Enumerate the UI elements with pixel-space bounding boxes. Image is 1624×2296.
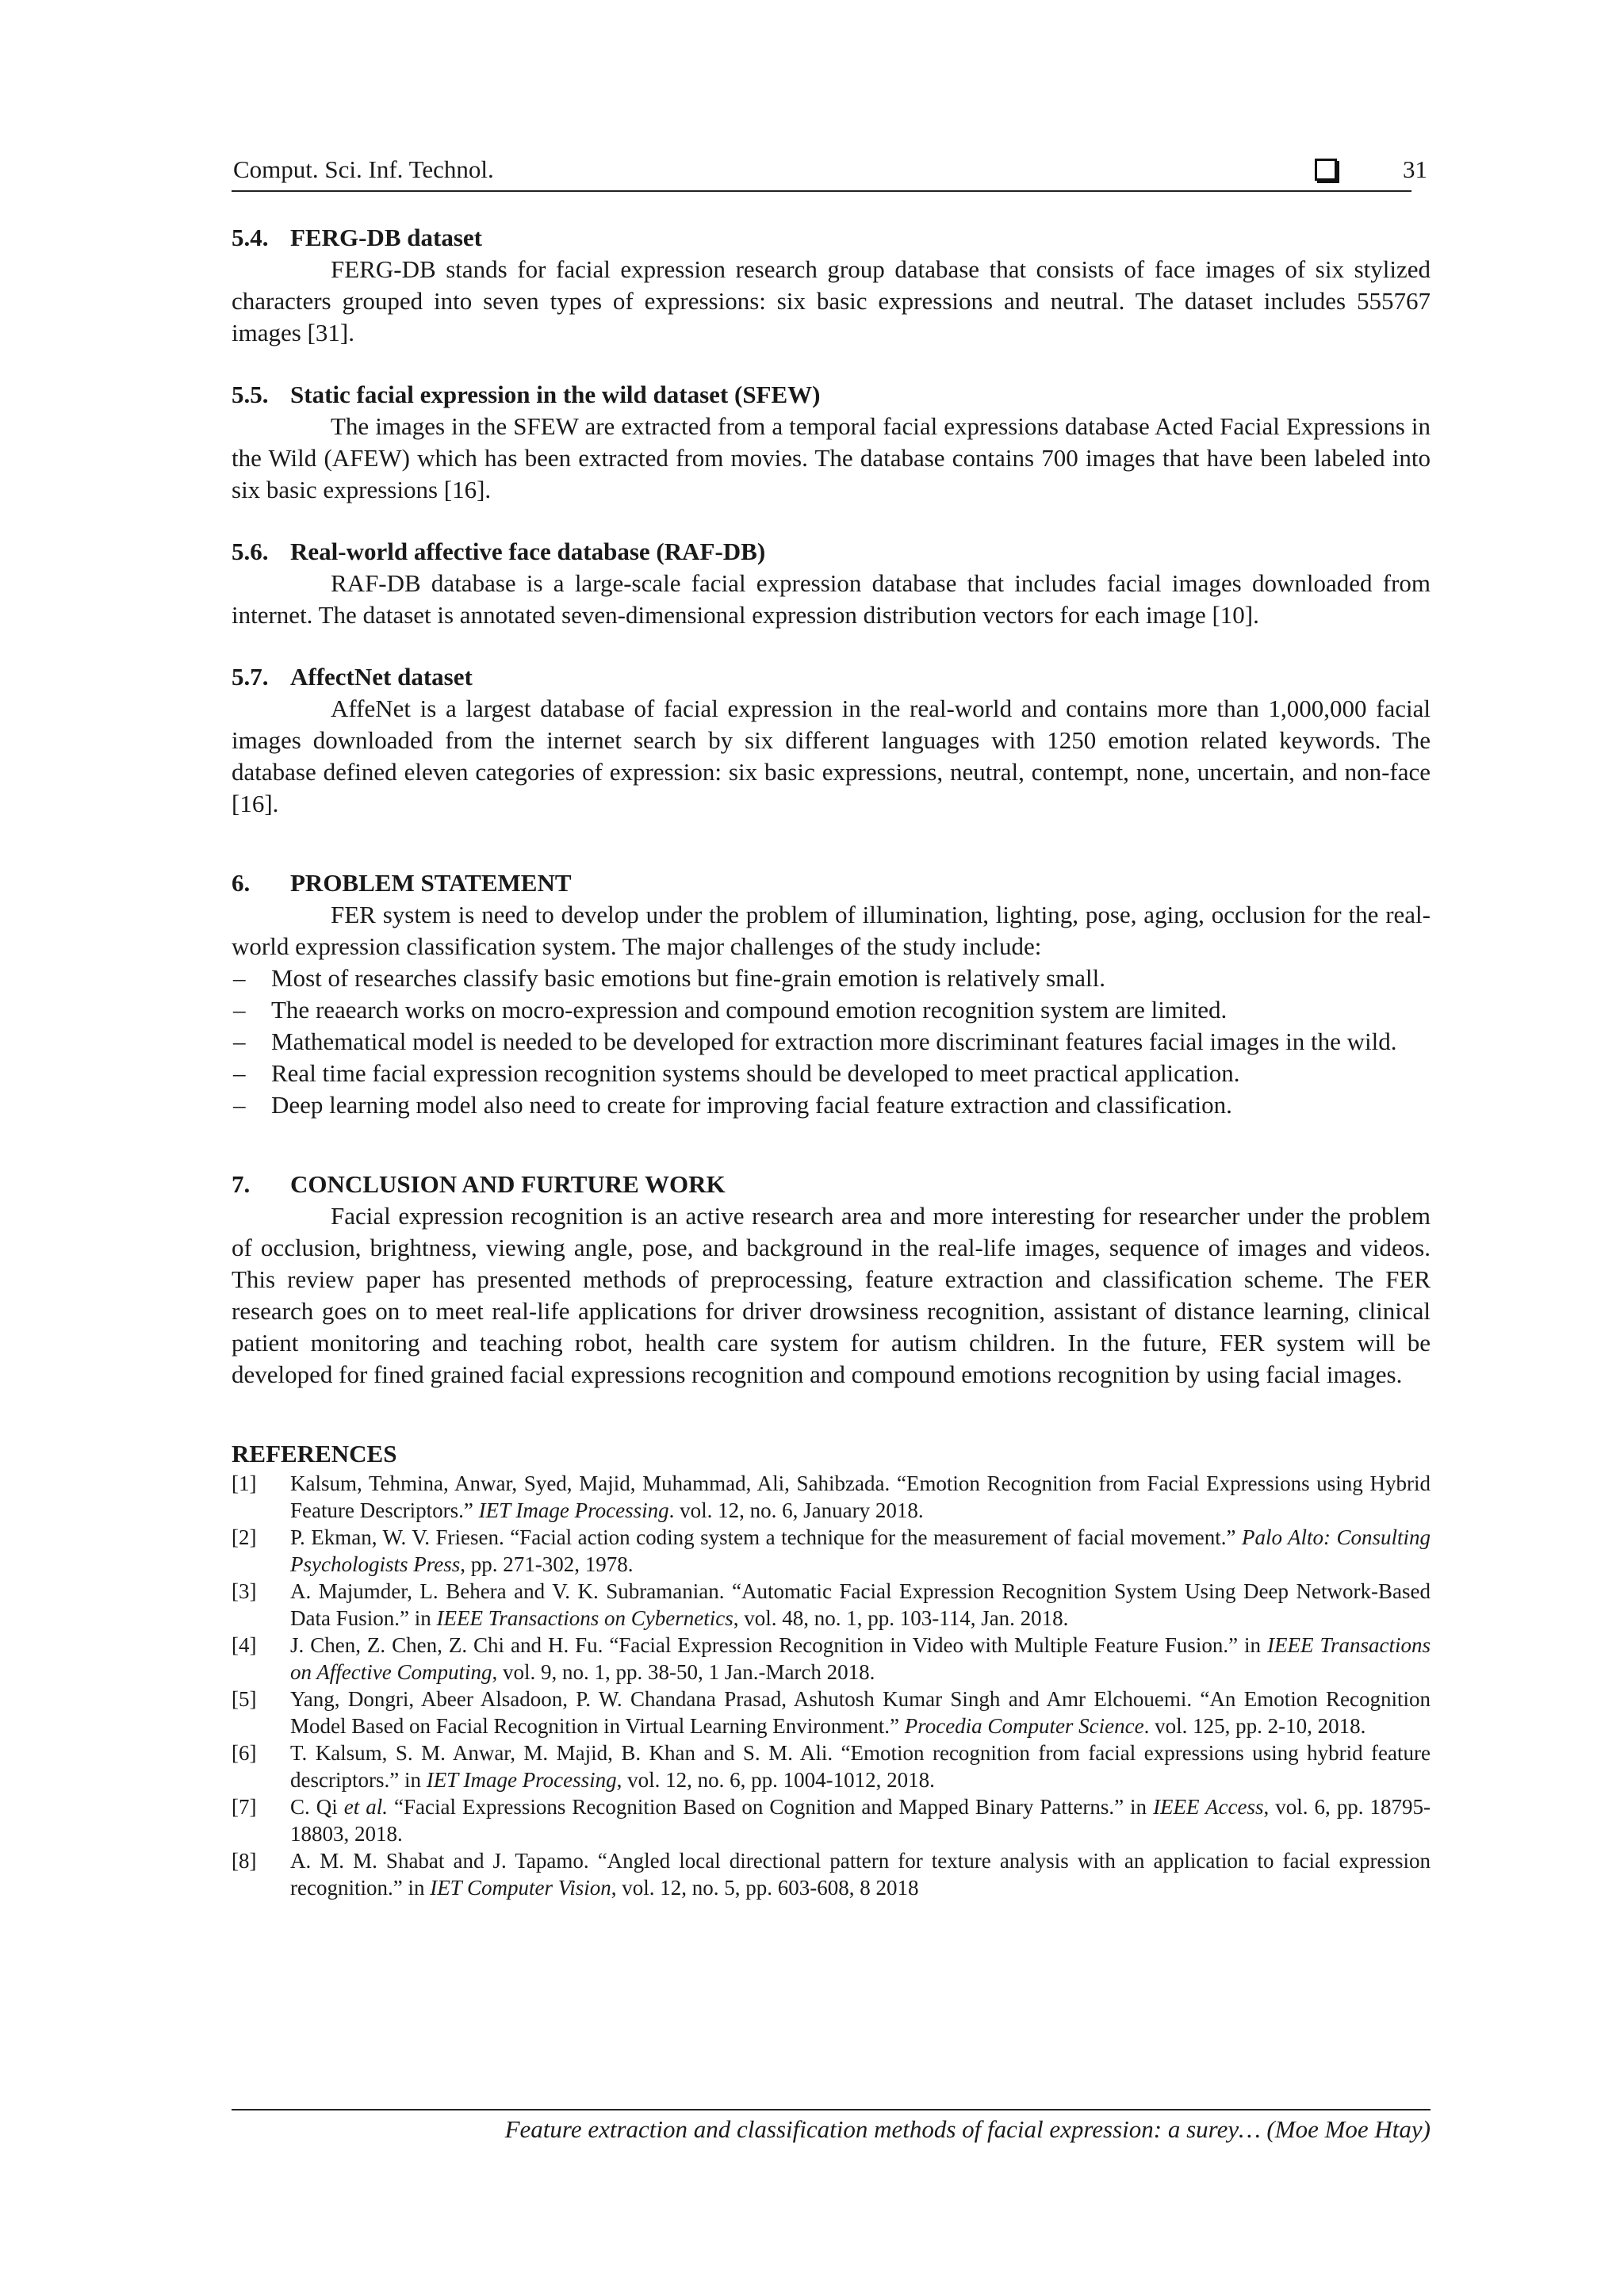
reference-item bbox=[232, 1847, 1431, 1901]
section-7 bbox=[232, 1169, 1431, 1391]
reference-details: . vol. 125, pp. 2-10, 2018. bbox=[1143, 1714, 1366, 1738]
reference-text: Kalsum, Tehmina, Anwar, Syed, Majid, Muhammad, Ali, Sahibzada. “Emotion Recognition from Facial Expressions using Hybrid Feature Descriptors.” bbox=[290, 1471, 1431, 1522]
reference-number: [8] bbox=[232, 1849, 257, 1873]
reference-item bbox=[232, 1686, 1431, 1739]
reference-number: [3] bbox=[232, 1579, 257, 1603]
running-header bbox=[232, 152, 1427, 192]
section-5-5 bbox=[232, 379, 1431, 506]
section-title: CONCLUSION AND FURTURE WORK bbox=[290, 1170, 726, 1198]
journal-name: Comput. Sci. Inf. Technol. bbox=[233, 155, 494, 183]
reference-item bbox=[232, 1632, 1431, 1686]
reference-number: [4] bbox=[232, 1633, 257, 1657]
reference-number: [5] bbox=[232, 1687, 257, 1711]
reference-item bbox=[232, 1578, 1431, 1632]
list-item: – Mathematical model is needed to be developed for extraction more discriminant features facial images in the wild. bbox=[232, 1026, 1431, 1058]
section-heading bbox=[232, 222, 1431, 254]
section-5-7 bbox=[232, 661, 1431, 820]
reference-text: “Facial Expressions Recognition Based on Cognition and Mapped Binary Patterns.” in bbox=[388, 1795, 1154, 1819]
section-number: 6. bbox=[232, 869, 251, 897]
reference-details: , vol. 9, no. 1, pp. 38-50, 1 Jan.-March 2018. bbox=[492, 1660, 875, 1684]
list-item: – Deep learning model also need to create for improving facial feature extraction and classification. bbox=[232, 1089, 1431, 1121]
reference-venue: IEEE Access bbox=[1153, 1795, 1264, 1819]
section-heading bbox=[232, 379, 1431, 411]
section-heading bbox=[232, 1169, 1431, 1200]
section-paragraph: FER system is need to develop under the problem of illumination, lighting, pose, aging, occlusion for the real-world expression classification system. The major challenges of the study include: bbox=[232, 901, 1431, 960]
section-paragraph: RAF-DB database is a large-scale facial expression database that includes facial images downloaded from internet. The dataset is annotated seven-dimensional expression distribution vectors for each image [10]. bbox=[232, 569, 1431, 629]
section-paragraph: FERG-DB stands for facial expression research group database that consists of face images of six stylized characters grouped into seven types of expressions: six basic expressions and neutral. The dataset includes 555767 images [31]. bbox=[232, 255, 1431, 346]
section-heading bbox=[232, 867, 1431, 899]
square-icon bbox=[1315, 159, 1337, 181]
reference-text: A. M. M. Shabat and J. Tapamo. “Angled local directional pattern for texture analysis with an application to facial expression recognition.” in bbox=[290, 1849, 1431, 1900]
reference-venue: IEEE Transactions on Cybernetics bbox=[436, 1606, 733, 1630]
list-item: – The reaearch works on mocro-expression and compound emotion recognition system are limited. bbox=[232, 994, 1431, 1026]
reference-details: , vol. 12, no. 6, pp. 1004-1012, 2018. bbox=[616, 1768, 935, 1792]
reference-details: , vol. 6, pp. 18795-18803, 2018. bbox=[290, 1795, 1431, 1846]
list-item: – Real time facial expression recognition systems should be developed to meet practical application. bbox=[232, 1058, 1431, 1089]
section-5-4 bbox=[232, 222, 1431, 349]
reference-text: T. Kalsum, S. M. Anwar, M. Majid, B. Khan and S. M. Ali. “Emotion recognition from facial expressions using hybrid feature descriptors.” in bbox=[290, 1741, 1431, 1792]
reference-etal: et al. bbox=[343, 1795, 388, 1819]
reference-number: [7] bbox=[232, 1795, 257, 1819]
reference-details: . vol. 12, no. 6, January 2018. bbox=[668, 1498, 924, 1522]
reference-venue: IET Computer Vision bbox=[430, 1876, 611, 1900]
reference-item bbox=[232, 1793, 1431, 1847]
section-title: Real-world affective face database (RAF-DB) bbox=[290, 538, 766, 565]
section-title: AffectNet dataset bbox=[290, 663, 473, 691]
reference-details: , pp. 271-302, 1978. bbox=[460, 1552, 634, 1576]
reference-item bbox=[232, 1739, 1431, 1793]
reference-text: A. Majumder, L. Behera and V. K. Subramanian. “Automatic Facial Expression Recognition System Using Deep Network-Based Data Fusion.” in bbox=[290, 1579, 1431, 1630]
reference-venue: IEEE Transactions on Affective Computing bbox=[290, 1633, 1431, 1684]
reference-venue: Procedia Computer Science bbox=[904, 1714, 1144, 1738]
section-number: 5.4. bbox=[232, 224, 269, 251]
reference-item bbox=[232, 1470, 1431, 1524]
reference-number: [2] bbox=[232, 1525, 257, 1549]
page-number: 31 bbox=[1403, 155, 1427, 183]
section-number: 7. bbox=[232, 1170, 251, 1198]
reference-details: , vol. 12, no. 5, pp. 603-608, 8 2018 bbox=[611, 1876, 919, 1900]
reference-venue: Palo Alto: Consulting Psychologists Press bbox=[290, 1525, 1431, 1576]
reference-list bbox=[232, 1470, 1431, 1901]
section-5-6 bbox=[232, 536, 1431, 631]
reference-text: P. Ekman, W. V. Friesen. “Facial action coding system a technique for the measurement of facial movement.” bbox=[290, 1525, 1243, 1549]
section-title: FERG-DB dataset bbox=[290, 224, 482, 251]
section-number: 5.7. bbox=[232, 663, 269, 691]
section-number: 5.5. bbox=[232, 381, 269, 408]
reference-text: Yang, Dongri, Abeer Alsadoon, P. W. Chandana Prasad, Ashutosh Kumar Singh and Amr Elchouemi. “An Emotion Recognition Model Based on Facial Recognition in Virtual Learning Environment.” bbox=[290, 1687, 1431, 1738]
reference-number: [6] bbox=[232, 1741, 257, 1765]
reference-text: C. Qi bbox=[290, 1795, 344, 1819]
section-number: 5.6. bbox=[232, 538, 269, 565]
section-title: PROBLEM STATEMENT bbox=[290, 869, 572, 897]
section-paragraph: The images in the SFEW are extracted from a temporal facial expressions database Acted Facial Expressions in the Wild (AFEW) which has been extracted from movies. The database contains 700 images that have been labeled into six basic expressions [16]. bbox=[232, 412, 1431, 503]
reference-number: [1] bbox=[232, 1471, 257, 1495]
reference-venue: IET Image Processing bbox=[426, 1768, 617, 1792]
reference-details: , vol. 48, no. 1, pp. 103-114, Jan. 2018. bbox=[733, 1606, 1069, 1630]
challenge-list bbox=[232, 962, 1431, 1121]
reference-item bbox=[232, 1524, 1431, 1578]
reference-text: J. Chen, Z. Chen, Z. Chi and H. Fu. “Facial Expression Recognition in Video with Multiple Feature Fusion.” in bbox=[290, 1633, 1268, 1657]
list-item: – Most of researches classify basic emotions but fine-grain emotion is relatively small. bbox=[232, 962, 1431, 994]
page-body bbox=[232, 222, 1431, 1901]
section-title: Static facial expression in the wild dataset (SFEW) bbox=[290, 381, 821, 408]
references-heading: REFERENCES bbox=[232, 1440, 397, 1468]
section-heading bbox=[232, 661, 1431, 693]
section-6 bbox=[232, 867, 1431, 1121]
section-paragraph: AffeNet is a largest database of facial expression in the real-world and contains more than 1,000,000 facial images downloaded from the internet search by six different languages with 1250 emotion related keywords. The database defined eleven categories of expression: six basic expressions, neutral, contempt, none, uncertain, and non-face [16]. bbox=[232, 695, 1431, 817]
running-footer: Feature extraction and classification methods of facial expression: a surey… (Moe Moe Htay) bbox=[232, 2109, 1431, 2144]
reference-venue: IET Image Processing bbox=[478, 1498, 669, 1522]
section-heading bbox=[232, 536, 1431, 568]
section-paragraph: Facial expression recognition is an active research area and more interesting for researcher under the problem of occlusion, brightness, viewing angle, pose, and background in the real-life images, sequence of images and videos. This review paper has presented methods of preprocessing, feature extraction and classification scheme. The FER research goes on to meet real-life applications for driver drowsiness recognition, assistant of distance learning, clinical patient monitoring and teaching robot, health care system for autism children. In the future, FER system will be developed for fined grained facial expressions recognition and compound emotions recognition by using facial images. bbox=[232, 1202, 1431, 1388]
